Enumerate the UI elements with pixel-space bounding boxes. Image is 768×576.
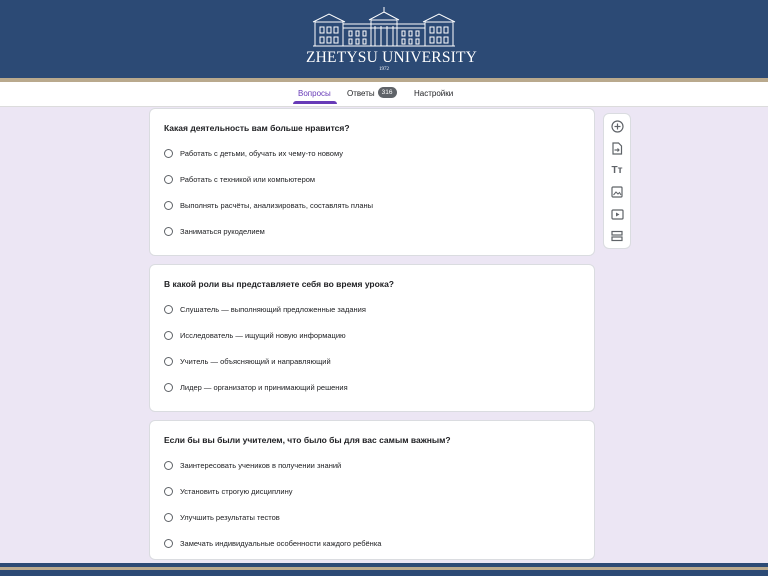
option-label: Исследователь — ищущий новую информацию <box>180 330 346 340</box>
option-label: Замечать индивидуальные особенности каждого ребёнка <box>180 538 382 548</box>
tab-questions[interactable]: Вопросы <box>298 89 331 98</box>
answers-count-badge: 316 <box>378 87 397 98</box>
option-label: Лидер — организатор и принимающий решения <box>180 382 348 392</box>
option-label: Заниматься рукоделием <box>180 226 265 236</box>
radio-button[interactable] <box>164 487 173 496</box>
answer-option[interactable] <box>164 303 366 315</box>
tab-answers[interactable] <box>347 82 397 106</box>
option-label: Выполнять расчёты, анализировать, составлять планы <box>180 200 374 210</box>
header-banner <box>0 0 768 78</box>
option-label: Работать с техникой или компьютером <box>180 174 316 184</box>
question-title: Какая деятельность вам больше нравится? <box>164 123 350 133</box>
answer-option[interactable] <box>164 485 293 497</box>
question-title: В какой роли вы представляете себя во время урока? <box>164 279 394 289</box>
option-label: Учитель — объясняющий и направляющий <box>180 356 331 366</box>
answer-option[interactable] <box>164 355 331 367</box>
radio-button[interactable] <box>164 175 173 184</box>
import-questions-icon[interactable] <box>610 141 624 155</box>
option-label: Слушатель — выполняющий предложенные задания <box>180 304 366 314</box>
university-logo <box>306 6 478 76</box>
radio-button[interactable] <box>164 513 173 522</box>
add-section-icon[interactable] <box>610 229 624 243</box>
answer-option[interactable] <box>164 537 381 549</box>
add-question-icon[interactable] <box>610 119 624 133</box>
university-name: ZHETYSU UNIVERSITY <box>306 49 478 66</box>
question-title: Если бы вы были учителем, что было бы для вас самым важным? <box>164 435 451 445</box>
answer-option[interactable] <box>164 381 348 393</box>
add-title-icon[interactable]: Tт <box>611 164 623 176</box>
form-toolbar <box>603 113 631 249</box>
question-card[interactable] <box>149 108 595 256</box>
tab-settings[interactable]: Настройки <box>414 89 454 98</box>
radio-button[interactable] <box>164 227 173 236</box>
answer-option[interactable] <box>164 173 315 185</box>
option-label: Работать с детьми, обучать их чему-то новому <box>180 148 343 158</box>
radio-button[interactable] <box>164 383 173 392</box>
option-label: Установить строгую дисциплину <box>180 486 293 496</box>
add-video-icon[interactable] <box>610 207 624 221</box>
option-label: Улучшить результаты тестов <box>180 512 280 522</box>
founded-year: 1972 <box>379 67 389 72</box>
answer-option[interactable] <box>164 511 280 523</box>
radio-button[interactable] <box>164 305 173 314</box>
answer-option[interactable] <box>164 329 346 341</box>
tab-answers-label: Ответы <box>347 89 375 98</box>
answer-option[interactable] <box>164 199 373 211</box>
answer-option[interactable] <box>164 459 341 471</box>
answer-option[interactable] <box>164 225 265 237</box>
radio-button[interactable] <box>164 201 173 210</box>
question-card[interactable] <box>149 264 595 412</box>
answer-option[interactable] <box>164 147 343 159</box>
radio-button[interactable] <box>164 539 173 548</box>
add-image-icon[interactable] <box>610 185 624 199</box>
radio-button[interactable] <box>164 461 173 470</box>
option-label: Заинтересовать учеников в получении знаний <box>180 460 342 470</box>
university-building-icon <box>311 6 457 48</box>
active-tab-indicator <box>293 101 337 104</box>
footer-stripe <box>0 570 768 576</box>
radio-button[interactable] <box>164 331 173 340</box>
radio-button[interactable] <box>164 357 173 366</box>
question-card[interactable] <box>149 420 595 560</box>
radio-button[interactable] <box>164 149 173 158</box>
form-tabs <box>0 82 768 107</box>
